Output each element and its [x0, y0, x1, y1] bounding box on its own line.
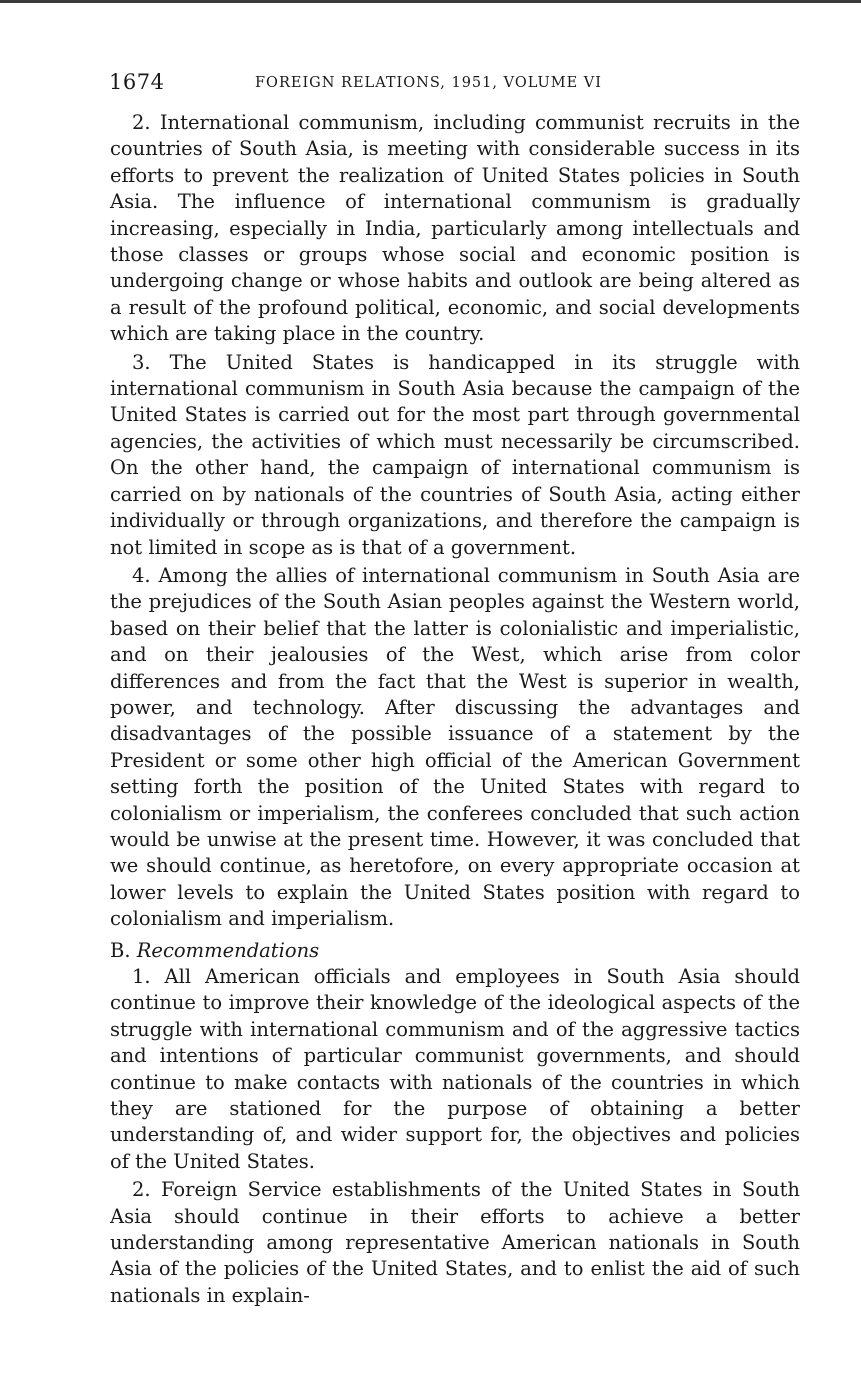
- paragraph-4: 4. Among the allies of international communism in South Asia are the prejudices of the South Asian peoples against the Western world, based on their belief that the latter is colonialistic and imperialistic, and on their jealousies of the West, which arise from color differences and from the fact that the West is superior in wealth, power, and technology. After discussing the advantages and disadvantages of the possible issuance of a statement by the President or some other high official of the American Government setting forth the position of the United States with regard to colonialism or imperialism, the conferees concluded that such action would be unwise at the present time. However, it was concluded that we should continue, as heretofore, on every appropriate occasion at lower levels to explain the United States position with regard to colonialism and imperialism.: [110, 563, 800, 931]
- page-header: [109, 70, 799, 100]
- paragraph-2: 2. International communism, including communist recruits in the countries of South Asia, is meeting with considerable success in its efforts to prevent the realization of United States policies in South Asia. The influence of international communism is gradually increasing, especially in India, particularly among intellectuals and those classes or groups whose social and economic position is undergoing change or whose habits and outlook are being altered as a result of the profound political, economic, and social developments which are taking place in the country.: [110, 111, 800, 346]
- section-b-heading: [110, 938, 800, 964]
- page-body: [110, 110, 800, 1309]
- paragraph-3: 3. The United States is handicapped in its struggle with international communism in South Asia because the campaign of the United States is carried out for the most part through governmental agencies, the activities of which must necessarily be circumscribed. On the other hand, the campaign of international communism is carried on by nationals of the countries of South Asia, acting either individually or through organizations, and therefore the campaign is not limited in scope as is that of a government.: [110, 350, 800, 559]
- section-b-letter: B.: [110, 938, 131, 962]
- running-head: FOREIGN RELATIONS, 1951, VOLUME VI: [255, 75, 602, 91]
- recommendation-1: 1. All American officials and employees in South Asia should continue to improve their knowledge of the ideological aspects of the struggle with international communism and of the aggressive tactics and intentions of particular communist governments, and should continue to make contacts with nationals of the countries in which they are stationed for the purpose of obtaining a better understanding of, and wider support for, the objectives and policies of the United States.: [110, 965, 800, 1173]
- recommendation-2: 2. Foreign Service establishments of the United States in South Asia should continue in their efforts to achieve a better understanding among representative American nationals in South Asia of the policies of the United States, and to enlist the aid of such nationals in explain-: [110, 1178, 800, 1307]
- top-edge-rule: [0, 0, 861, 3]
- section-b-title: Recommendations: [136, 938, 320, 962]
- page-number: 1674: [109, 70, 165, 94]
